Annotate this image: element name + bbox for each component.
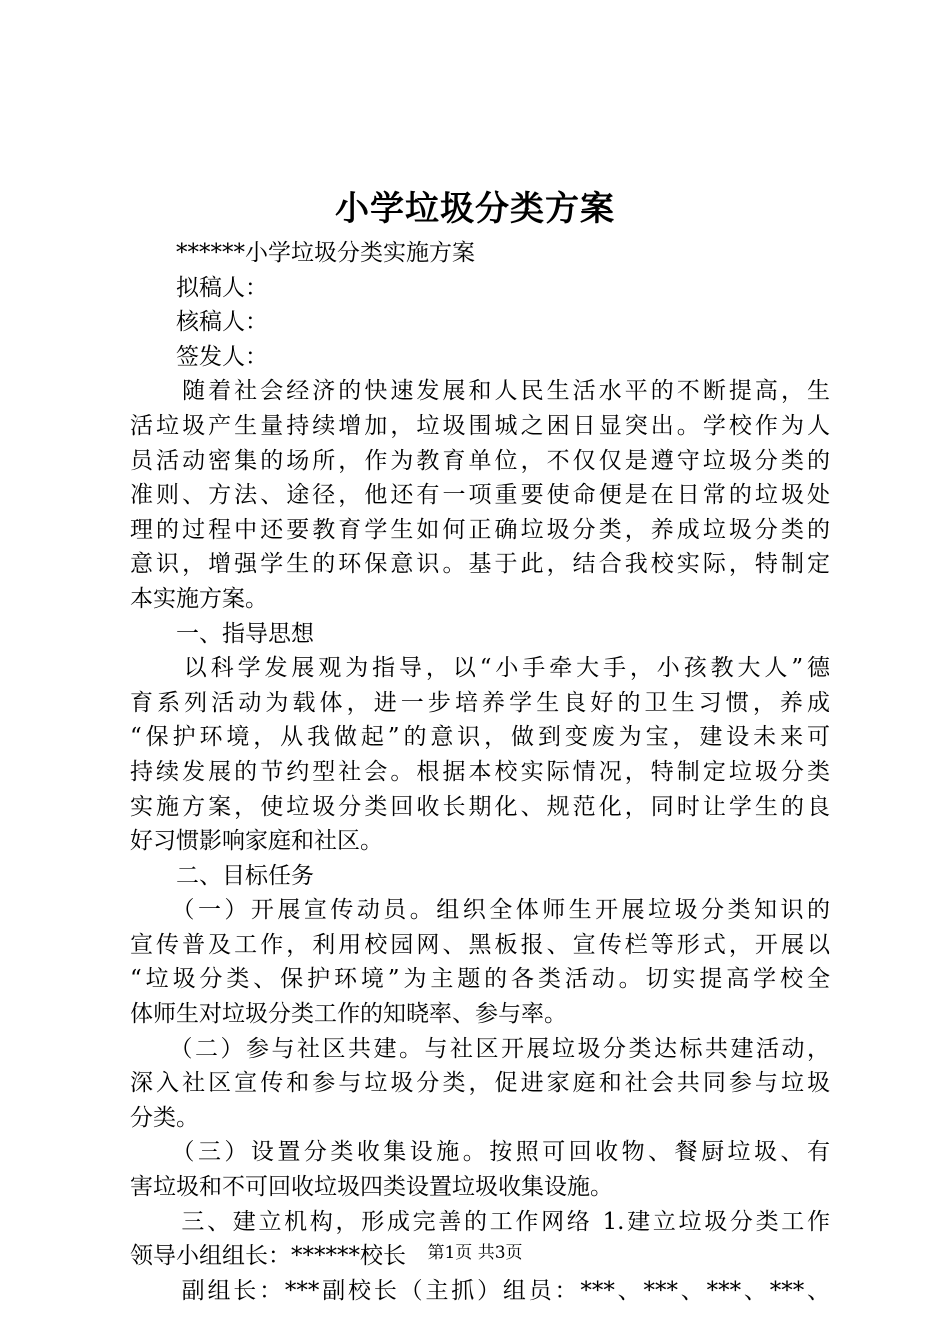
- body-line: 活垃圾产生量持续增加，垃圾围城之困日显突出。学校作为人: [130, 412, 830, 439]
- body-line: 签发人：: [130, 343, 268, 370]
- body-line: 害垃圾和不可回收垃圾四类设置垃圾收集设施。: [130, 1174, 613, 1201]
- body-line: 本实施方案。: [130, 585, 268, 612]
- body-line: 三、建立机构，形成完善的工作网络 1.建立垃圾分类工作: [130, 1208, 830, 1235]
- body-line: 员活动密集的场所，作为教育单位，不仅仅是遵守垃圾分类的: [130, 447, 830, 474]
- body-line: （二）参与社区共建。与社区开展垃圾分类达标共建活动，: [130, 1035, 830, 1062]
- document-body: [130, 236, 830, 1308]
- page-footer: 第1页 共3页: [427, 1243, 523, 1263]
- body-line: 拟稿人：: [130, 274, 268, 301]
- body-line: 副组长：***副校长（主抓）组员：***、***、***、***、: [130, 1277, 830, 1304]
- body-line: 一、指导思想: [130, 620, 314, 647]
- document-title: 小学垃圾分类方案: [335, 189, 615, 229]
- body-line: 理的过程中还要教育学生如何正确垃圾分类，养成垃圾分类的: [130, 516, 830, 543]
- body-line: 分类。: [130, 1104, 199, 1131]
- body-line: 核稿人：: [130, 309, 268, 336]
- body-line: （一）开展宣传动员。组织全体师生开展垃圾分类知识的: [130, 897, 830, 924]
- body-line: 二、目标任务: [130, 862, 314, 889]
- body-line: 实施方案，使垃圾分类回收长期化、规范化，同时让学生的良: [130, 793, 830, 820]
- body-line: 宣传普及工作，利用校园网、黑板报、宣传栏等形式，开展以: [130, 931, 830, 958]
- body-line: 意识，增强学生的环保意识。基于此，结合我校实际，特制定: [130, 551, 830, 578]
- body-line: （三）设置分类收集设施。按照可回收物、餐厨垃圾、有: [130, 1139, 830, 1166]
- body-line: 领导小组组长：******校长: [130, 1243, 406, 1270]
- body-line: 随着社会经济的快速发展和人民生活水平的不断提高，生: [130, 378, 830, 405]
- body-line: 好习惯影响家庭和社区。: [130, 828, 383, 855]
- body-line: 以科学发展观为指导，以“小手牵大手，小孩教大人”德: [130, 655, 830, 682]
- body-line: “保护环境，从我做起”的意识，做到变废为宝，建设未来可: [130, 724, 830, 751]
- body-line: 深入社区宣传和参与垃圾分类，促进家庭和社会共同参与垃圾: [130, 1070, 830, 1097]
- body-line: 持续发展的节约型社会。根据本校实际情况，特制定垃圾分类: [130, 758, 830, 785]
- body-line: 育系列活动为载体，进一步培养学生良好的卫生习惯，养成: [130, 689, 830, 716]
- body-line: 体师生对垃圾分类工作的知晓率、参与率。: [130, 1001, 567, 1028]
- body-line: ******小学垃圾分类实施方案: [130, 240, 475, 266]
- body-line: “垃圾分类、保护环境”为主题的各类活动。切实提高学校全: [130, 966, 830, 993]
- body-line: 准则、方法、途径，他还有一项重要使命便是在日常的垃圾处: [130, 482, 830, 509]
